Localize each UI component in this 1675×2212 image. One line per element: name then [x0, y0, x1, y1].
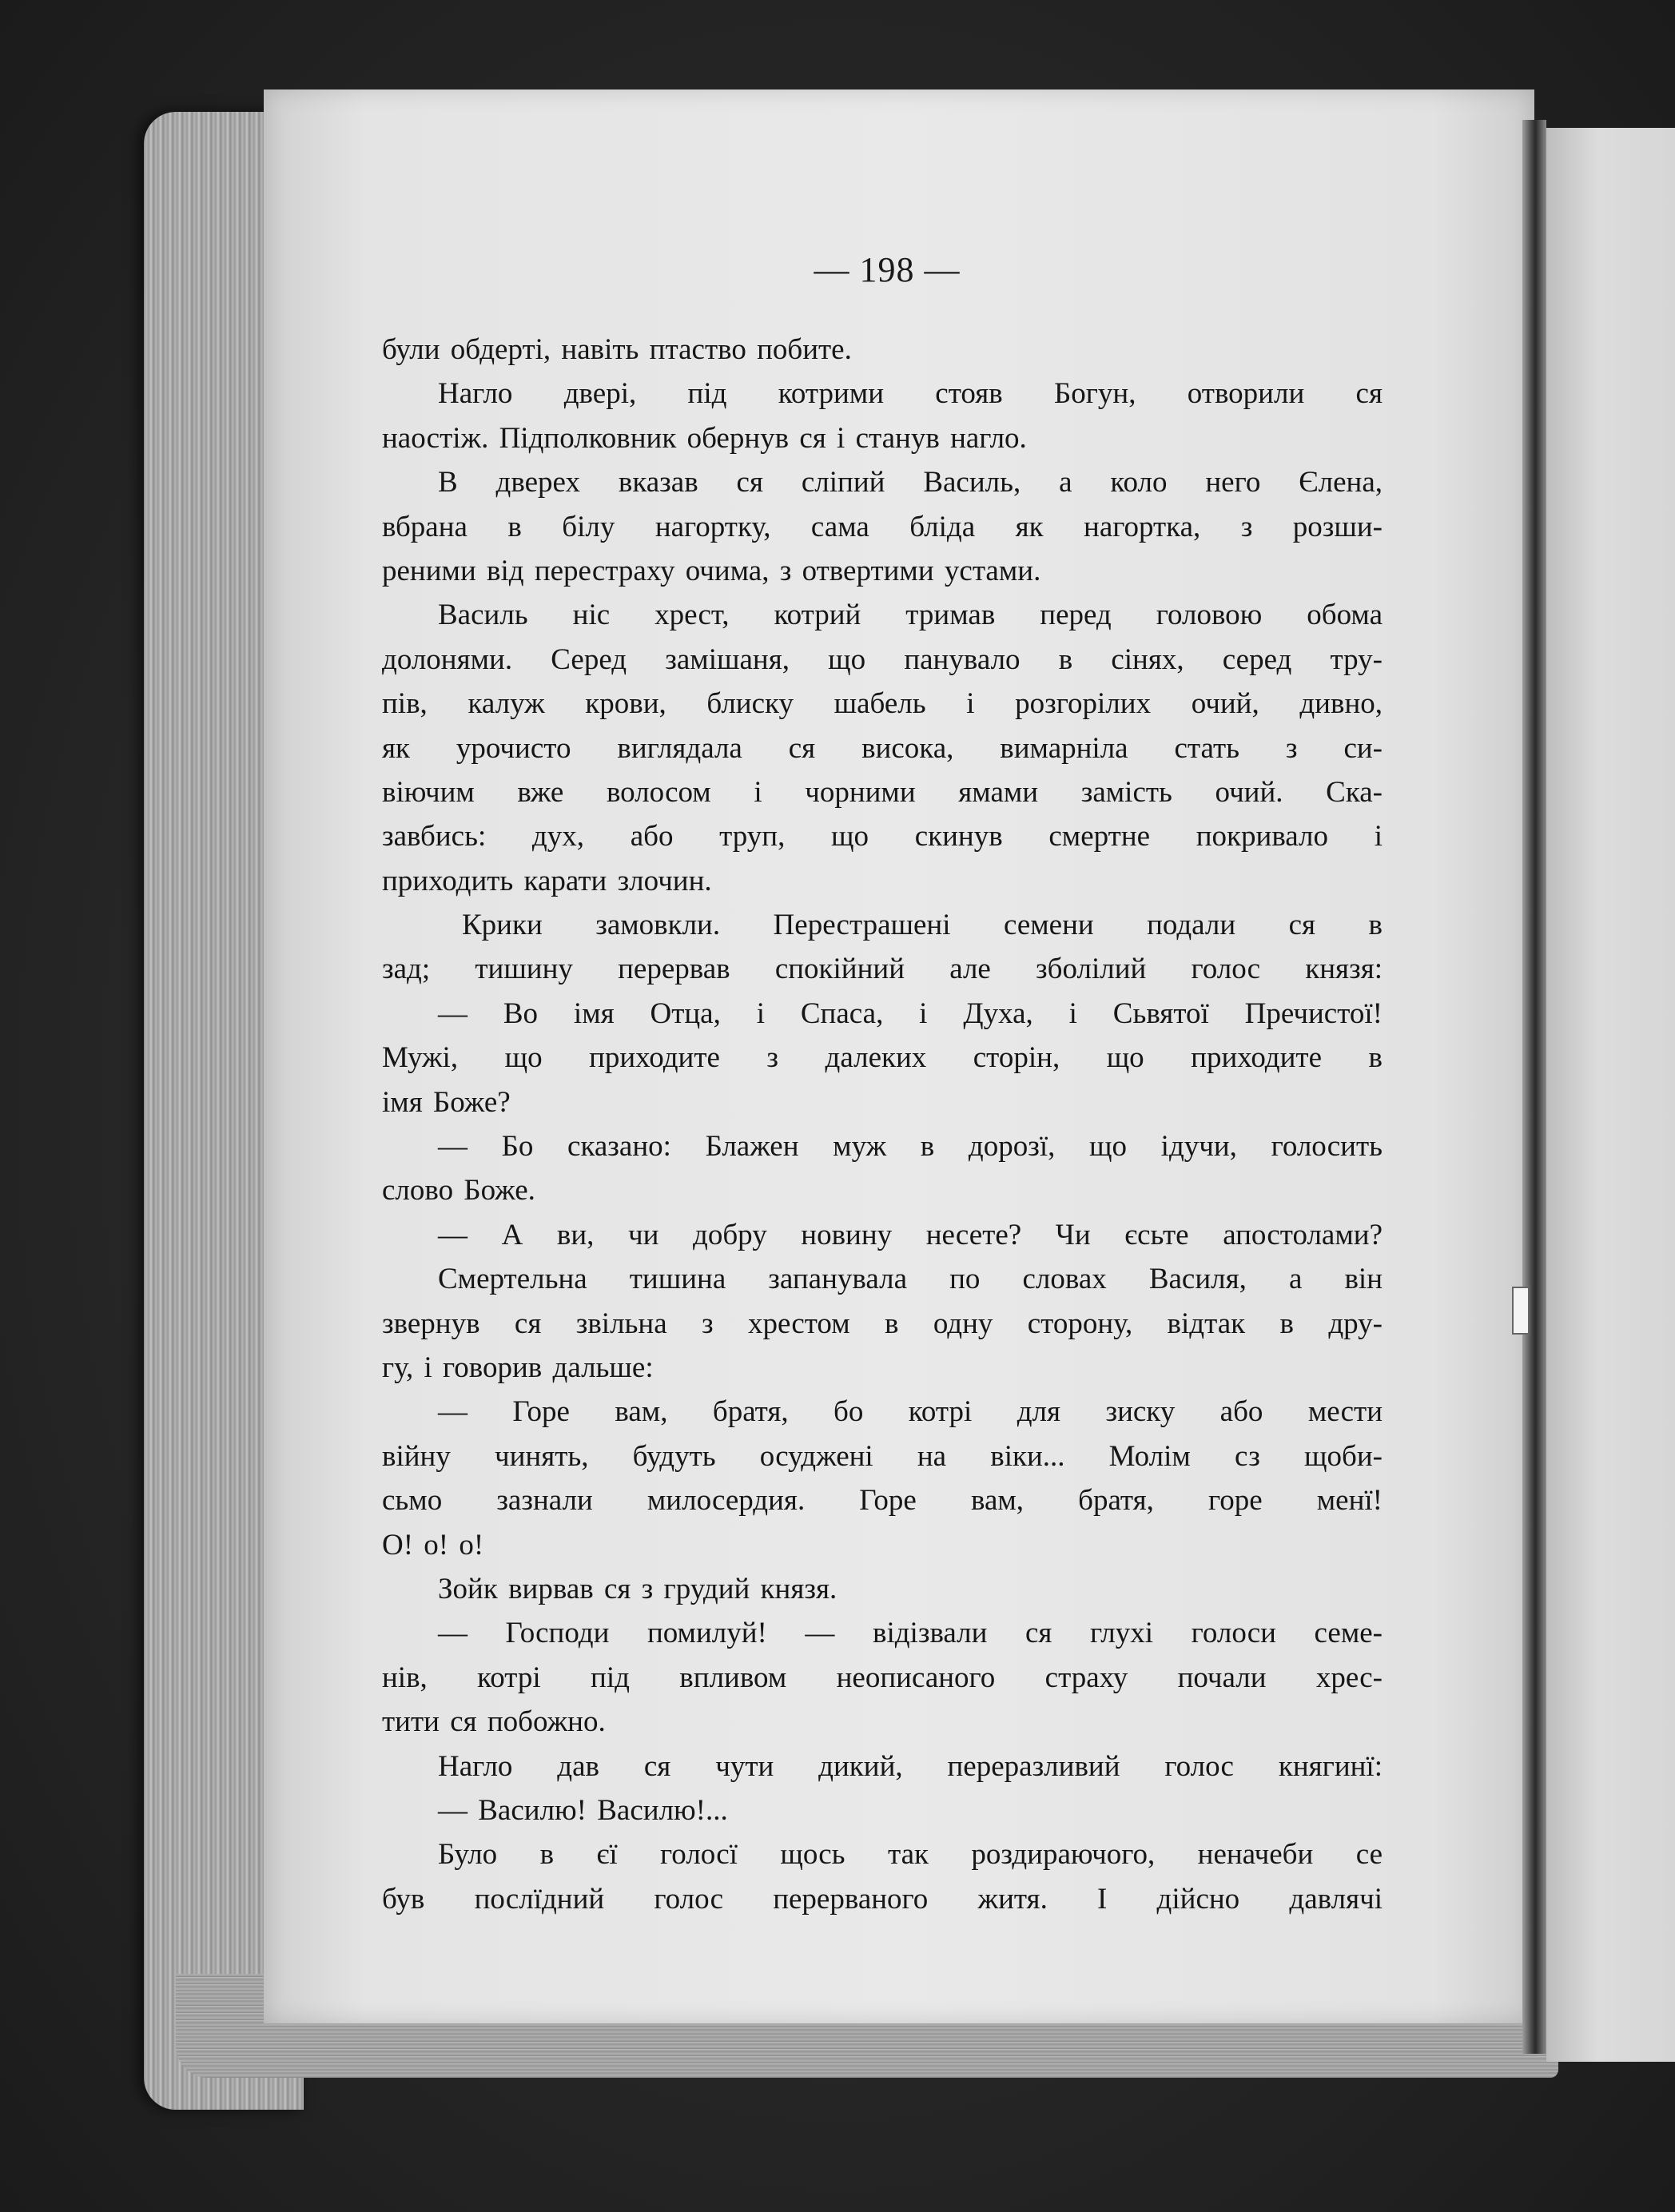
text-line: сьмо зазнали милосердия. Горе вам, братя, горе менї! [382, 1484, 1383, 1518]
text-line: Мужі, що приходите з далеких сторін, що приходите в [382, 1041, 1383, 1075]
text-line: — Василю! Василю!... [438, 1793, 728, 1827]
text-line: імя Боже? [382, 1085, 511, 1119]
text-line: був послїдний голос перерваного житя. І дійсно давлячі [382, 1882, 1383, 1916]
text-line: В дверех вказав ся сліпий Василь, а коло него Єлена, [438, 466, 1383, 499]
text-line: долонями. Серед замішаня, що панувало в сінях, серед тру- [382, 643, 1383, 676]
facing-page [1546, 128, 1675, 2062]
text-line: війну чинять, будуть осуджені на віки... Молім сз щоби- [382, 1439, 1383, 1473]
text-line: Крики замовкли. Перестрашені семени подали ся в [462, 909, 1383, 942]
text-line: Зойк вирвав ся з грудий князя. [438, 1572, 838, 1605]
text-line: наостіж. Підполковник обернув ся і станув нагло. [382, 421, 1027, 455]
page-clip [1512, 1287, 1530, 1335]
text-line: гу, і говорив дальше: [382, 1351, 654, 1384]
text-line: нів, котрі під впливом неописаного страху почали хрес- [382, 1661, 1383, 1694]
text-line: реними від перестраху очима, з отвертими устами. [382, 554, 1041, 587]
text-line: були обдерті, навіть птаство побите. [382, 333, 852, 366]
text-line: — Во імя Отца, і Спаса, і Духа, і Сьвятої Пречистої! [438, 997, 1383, 1030]
text-line: тити ся побожно. [382, 1705, 606, 1739]
text-line: слово Боже. [382, 1174, 535, 1207]
page-number: — 198 — [814, 250, 961, 289]
text-line: як урочисто виглядала ся висока, вимарніла стать з си- [382, 731, 1383, 765]
text-line: Було в єї голосї щось так роздираючого, неначеби се [438, 1838, 1383, 1872]
text-line: — Господи помилуй! — відізвали ся глухі голоси семе- [438, 1617, 1383, 1650]
text-line: приходить карати злочин. [382, 864, 712, 897]
text-line: Василь ніс хрест, котрий тримав перед головою обома [438, 599, 1383, 632]
text-line: — Горе вам, братя, бо котрі для зиску або мести [438, 1395, 1383, 1429]
text-line: Нагло двері, під котрими стояв Богун, отворили ся [438, 377, 1383, 411]
text-line: вбрана в білу нагортку, сама бліда як нагортка, з розши- [382, 510, 1383, 543]
body-text [382, 328, 1383, 1921]
text-line: зад; тишину перервав спокійний але зболілий голос князя: [382, 953, 1383, 986]
text-line: віючим вже волосом і чорними ямами замість очий. Ска- [382, 775, 1383, 809]
text-line: — Бо сказано: Блажен муж в дорозї, що ідучи, голосить [438, 1130, 1383, 1164]
text-line: О! о! о! [382, 1528, 484, 1562]
text-line: пів, калуж крови, блиску шабель і розгорілих очий, дивно, [382, 687, 1383, 721]
text-line: Смертельна тишина запанувала по словах Василя, а він [438, 1263, 1383, 1296]
text-line: завбись: дух, або труп, що скинув смертне покривало і [382, 820, 1383, 853]
text-line: — А ви, чи добру новину несете? Чи єсьте апостолами? [438, 1218, 1383, 1251]
book-gutter [1522, 120, 1546, 2054]
text-line: звернув ся звільна з хрестом в одну сторону, відтак в дру- [382, 1307, 1383, 1340]
text-line: Нагло дав ся чути дикий, переразливий голос княгинї: [438, 1749, 1383, 1783]
